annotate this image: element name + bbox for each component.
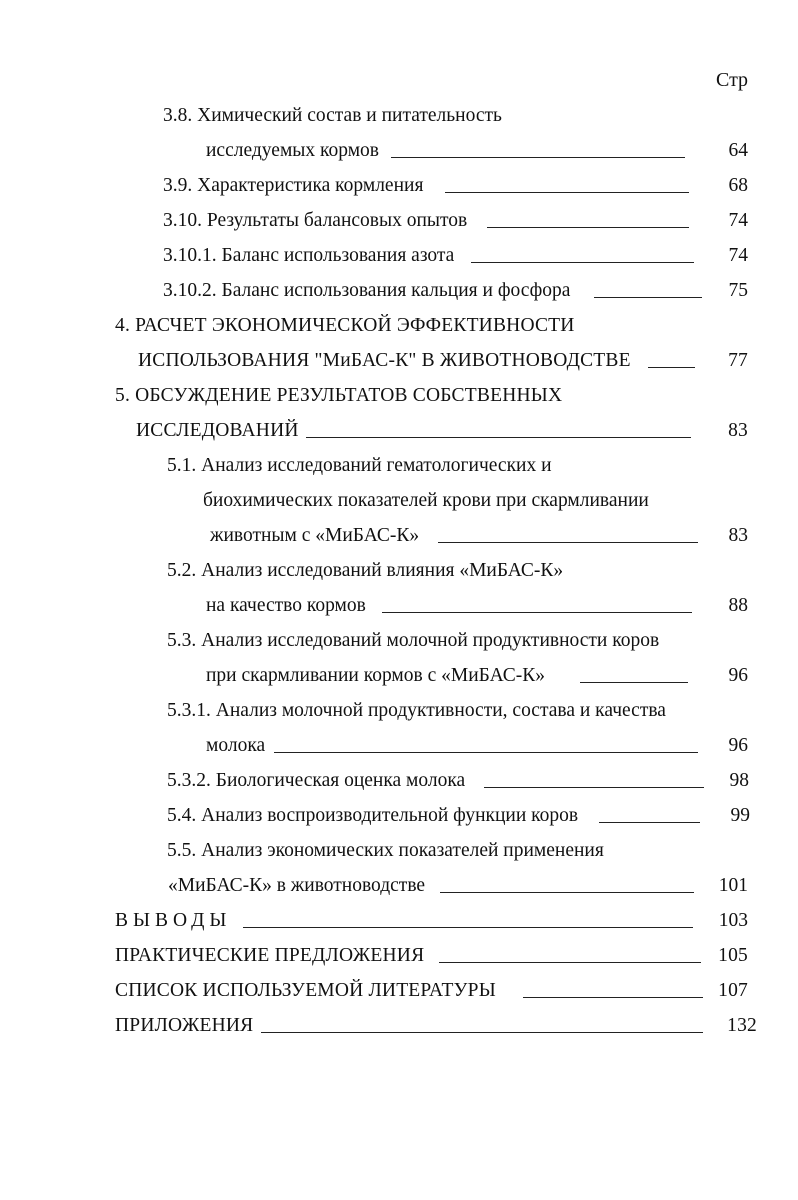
toc-entry-text: 3.9. Характеристика кормления <box>163 175 424 196</box>
toc-page-number: 98 <box>729 770 749 791</box>
toc-entry-text: 3.10. Результаты балансовых опытов <box>163 210 468 231</box>
toc-entry-text: 5.3.2. Биологическая оценка молока <box>167 770 466 791</box>
toc-entry-text: ИССЛЕДОВАНИЙ <box>136 420 299 441</box>
toc-page-number: 99 <box>730 805 750 826</box>
dot-leader <box>599 822 700 823</box>
toc-page-number: 77 <box>728 350 748 371</box>
dot-leader <box>484 787 704 788</box>
toc-entry <box>167 626 659 656</box>
toc-entry <box>167 801 750 831</box>
toc-entry-text: СПИСОК ИСПОЛЬЗУЕМОЙ ЛИТЕРАТУРЫ <box>115 980 496 1001</box>
dot-leader <box>523 997 703 998</box>
toc-entry <box>167 451 552 481</box>
toc-entry-text: 5.3.1. Анализ молочной продуктивности, состава и качества <box>167 700 666 721</box>
toc-entry-text: исследуемых кормов <box>206 140 379 161</box>
toc-entry <box>115 906 748 936</box>
toc-page-number: 68 <box>728 175 748 196</box>
toc-entry-text: ИСПОЛЬЗОВАНИЯ "МиБАС-К" В ЖИВОТНОВОДСТВЕ <box>138 350 631 371</box>
toc-entry <box>115 941 748 971</box>
dot-leader <box>580 682 688 683</box>
dot-leader <box>438 542 698 543</box>
dot-leader <box>471 262 694 263</box>
toc-page-number: 88 <box>728 595 748 616</box>
dot-leader <box>594 297 702 298</box>
toc-entry-text: 4. РАСЧЕТ ЭКОНОМИЧЕСКОЙ ЭФФЕКТИВНОСТИ <box>115 315 575 336</box>
toc-page-number: 83 <box>728 420 748 441</box>
toc-entry <box>115 976 748 1006</box>
dot-leader <box>445 192 689 193</box>
toc-entry-text: на качество кормов <box>206 595 366 616</box>
toc-entry <box>115 311 575 341</box>
toc-entry <box>163 241 748 271</box>
toc-page-number: 101 <box>718 875 748 896</box>
toc-entry <box>167 836 604 866</box>
toc-entry-text: при скармливании кормов с «МиБАС-К» <box>206 665 545 686</box>
toc-page-number: 96 <box>728 735 748 756</box>
toc-entry <box>115 1011 757 1041</box>
dot-leader <box>306 437 691 438</box>
toc-page-number: 132 <box>727 1015 757 1036</box>
toc-entry <box>163 206 748 236</box>
toc-entry-text: 3.10.1. Баланс использования азота <box>163 245 455 266</box>
toc-entry <box>167 696 666 726</box>
toc-entry <box>203 486 649 516</box>
toc-page-number: 105 <box>718 945 748 966</box>
toc-entry-text: молока <box>206 735 266 756</box>
toc-entry <box>206 661 748 691</box>
toc-entry-text: биохимических показателей крови при скармливании <box>203 490 649 511</box>
toc-page-number: 75 <box>728 280 748 301</box>
toc-page-number: 103 <box>718 910 748 931</box>
toc-entry-text: животным с «МиБАС-К» <box>210 525 420 546</box>
dot-leader <box>261 1032 703 1033</box>
toc-entry <box>138 346 748 376</box>
toc-entry-text: ПРАКТИЧЕСКИЕ ПРЕДЛОЖЕНИЯ <box>115 945 425 966</box>
toc-page-number: 64 <box>728 140 748 161</box>
toc-entry-text: «МиБАС-К» в животноводстве <box>168 875 426 896</box>
toc-entry <box>167 556 563 586</box>
toc-entry-text: 5. ОБСУЖДЕНИЕ РЕЗУЛЬТАТОВ СОБСТВЕННЫХ <box>115 385 563 406</box>
toc-entry-text: 5.5. Анализ экономических показателей применения <box>167 840 604 861</box>
toc-entry <box>163 171 748 201</box>
dot-leader <box>487 227 689 228</box>
page-column-label: Стр <box>716 69 749 91</box>
toc-entry <box>163 276 748 306</box>
toc-entry <box>206 731 748 761</box>
toc-entry <box>206 136 748 166</box>
toc-entry-text: ПРИЛОЖЕНИЯ <box>115 1015 254 1036</box>
toc-entry-text: 3.8. Химический состав и питательность <box>163 105 502 126</box>
toc-entry <box>115 381 562 411</box>
toc-entry-text: 5.4. Анализ воспроизводительной функции коров <box>167 805 579 826</box>
dot-leader <box>391 157 685 158</box>
toc-page-number: 96 <box>728 665 748 686</box>
dot-leader <box>243 927 693 928</box>
toc-page-number: 74 <box>728 245 748 266</box>
toc-entry-text: ВЫВОДЫ <box>115 910 232 931</box>
toc-entry-text: 5.2. Анализ исследований влияния «МиБАС-К» <box>167 560 564 581</box>
toc-entry <box>168 871 748 901</box>
dot-leader <box>440 892 694 893</box>
toc-entry <box>206 591 748 621</box>
dot-leader <box>439 962 701 963</box>
toc-page-number: 107 <box>718 980 748 1001</box>
dot-leader <box>274 752 698 753</box>
toc-page-number: 74 <box>728 210 748 231</box>
toc-entry <box>210 521 748 551</box>
toc-entry-text: 5.1. Анализ исследований гематологических и <box>167 455 552 476</box>
dot-leader <box>382 612 692 613</box>
toc-entry <box>163 101 502 131</box>
toc-entry-text: 3.10.2. Баланс использования кальция и фосфора <box>163 280 571 301</box>
toc-entry <box>167 766 749 796</box>
toc-entry <box>136 416 748 446</box>
toc-entry-text: 5.3. Анализ исследований молочной продуктивности коров <box>167 630 660 651</box>
toc-page-number: 83 <box>728 525 748 546</box>
